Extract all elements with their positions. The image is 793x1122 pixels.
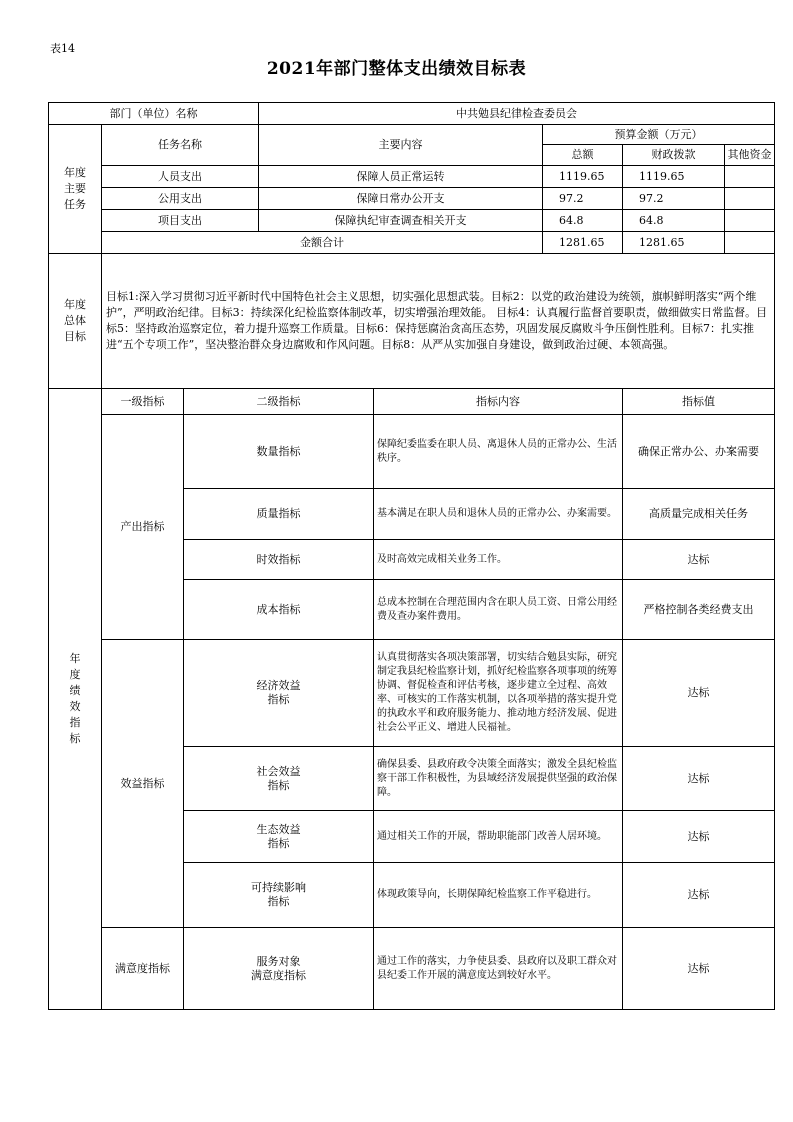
dept-row [49,103,775,125]
task-content: 保障执纪审查调查相关开支 [259,210,543,232]
col-indicator-value: 指标值 [623,389,775,415]
indicator-content: 总成本控制在合理范围内含在职人员工资、日常公用经费及查办案件费用。 [374,580,623,640]
table-row [49,415,775,489]
task-total: 1119.65 [543,166,623,188]
level2-name: 生态效益 指标 [184,811,374,863]
goals-row [49,254,775,389]
indicator-content: 通过工作的落实，力争使县委、县政府以及职工群众对县纪委工作开展的满意度达到较好水平。 [374,928,623,1010]
level1-benefit: 效益指标 [102,640,184,928]
indicator-value: 达标 [623,747,775,811]
indicator-content: 通过相关工作的开展，帮助职能部门改善人居环境。 [374,811,623,863]
tasks-header-row [49,125,775,145]
level2-name: 可持续影响 指标 [184,863,374,928]
table-row [49,928,775,1010]
goals-side-label: 年度 总体 目标 [49,254,102,389]
sum-label: 金额合计 [102,232,543,254]
level2-name: 服务对象 满意度指标 [184,928,374,1010]
goals-text: 目标1:深入学习贯彻习近平新时代中国特色社会主义思想，切实强化思想武装。目标2：以党的政治建设为统领，旗帜鲜明落实“两个维护”，严明政治纪律。目标3：持续深化纪检监察体制改革，切实增强治理效能。 目标4：认真履行监督首要职责，做细做实日常监督。目标5：坚持政治巡察定位，着力提升巡察工作质量。目标6：保持惩腐治贪高压态势，巩固发展反腐败斗争压倒性胜利。目标7：扎实推进“五个专项工作”，坚决整治群众身边腐败和作风问题。目标8：从严从实加强自身建设，做到政治过硬、本领高强。 [102,254,775,389]
indicator-value: 确保正常办公、办案需要 [623,415,775,489]
col-level1: 一级指标 [102,389,184,415]
task-content: 保障日常办公开支 [259,188,543,210]
indicator-content: 认真贯彻落实各项决策部署，切实结合勉县实际，研究制定我县纪检监察计划，抓好纪检监察各项事项的统筹协调、督促检查和评估考核，逐步建立全过程、高效率、可核实的工作落实机制，以各项举措的落实提升党的执政水平和政府服务能力、推动地方经济发展、促进社会公平正义、增进人民福祉。 [374,640,623,747]
table-row [49,210,775,232]
indicator-value: 达标 [623,640,775,747]
indicator-value: 达标 [623,811,775,863]
col-total: 总额 [543,145,623,166]
indicator-content: 体现政策导向，长期保障纪检监察工作平稳进行。 [374,863,623,928]
sum-fiscal: 1281.65 [623,232,725,254]
task-fiscal: 1119.65 [623,166,725,188]
col-task-name: 任务名称 [102,125,259,166]
indicator-value: 达标 [623,928,775,1010]
col-level2: 二级指标 [184,389,374,415]
level1-output: 产出指标 [102,415,184,640]
level2-name: 社会效益 指标 [184,747,374,811]
task-fiscal: 64.8 [623,210,725,232]
indicator-value: 高质量完成相关任务 [623,489,775,540]
level1-satisfaction: 满意度指标 [102,928,184,1010]
level2-name: 质量指标 [184,489,374,540]
level2-name: 经济效益 指标 [184,640,374,747]
col-budget: 预算金额（万元） [543,125,775,145]
task-total: 64.8 [543,210,623,232]
performance-table [48,102,775,1010]
task-name: 人员支出 [102,166,259,188]
indicators-side-label: 年 度 绩 效 指 标 [49,389,102,1010]
level2-name: 数量指标 [184,415,374,489]
task-content: 保障人员正常运转 [259,166,543,188]
page-title: 2021年部门整体支出绩效目标表 [266,59,527,79]
table-row [49,640,775,747]
col-fiscal: 财政拨款 [623,145,725,166]
level2-name: 成本指标 [184,580,374,640]
col-main-content: 主要内容 [259,125,543,166]
task-total: 97.2 [543,188,623,210]
tasks-side-label: 年度 主要 任务 [49,125,102,254]
table-row [49,166,775,188]
task-fiscal: 97.2 [623,188,725,210]
task-other [725,188,775,210]
indicator-content: 确保县委、县政府政令决策全面落实；激发全县纪检监察干部工作积极性，为县域经济发展提供坚强的政治保障。 [374,747,623,811]
sum-other [725,232,775,254]
dept-label: 部门（单位）名称 [49,103,259,125]
sum-row [49,232,775,254]
indicators-header-row [49,389,775,415]
indicator-value: 严格控制各类经费支出 [623,580,775,640]
col-indicator-content: 指标内容 [374,389,623,415]
level2-name: 时效指标 [184,540,374,580]
dept-value: 中共勉县纪律检查委员会 [259,103,775,125]
indicator-content: 及时高效完成相关业务工作。 [374,540,623,580]
indicator-content: 基本满足在职人员和退休人员的正常办公、办案需要。 [374,489,623,540]
task-name: 公用支出 [102,188,259,210]
indicator-content: 保障纪委监委在职人员、离退休人员的正常办公、生活秩序。 [374,415,623,489]
table-number: 表14 [50,42,75,55]
task-other [725,210,775,232]
table-row [49,188,775,210]
col-other: 其他资金 [725,145,775,166]
task-name: 项目支出 [102,210,259,232]
task-other [725,166,775,188]
sum-total: 1281.65 [543,232,623,254]
indicator-value: 达标 [623,540,775,580]
indicator-value: 达标 [623,863,775,928]
